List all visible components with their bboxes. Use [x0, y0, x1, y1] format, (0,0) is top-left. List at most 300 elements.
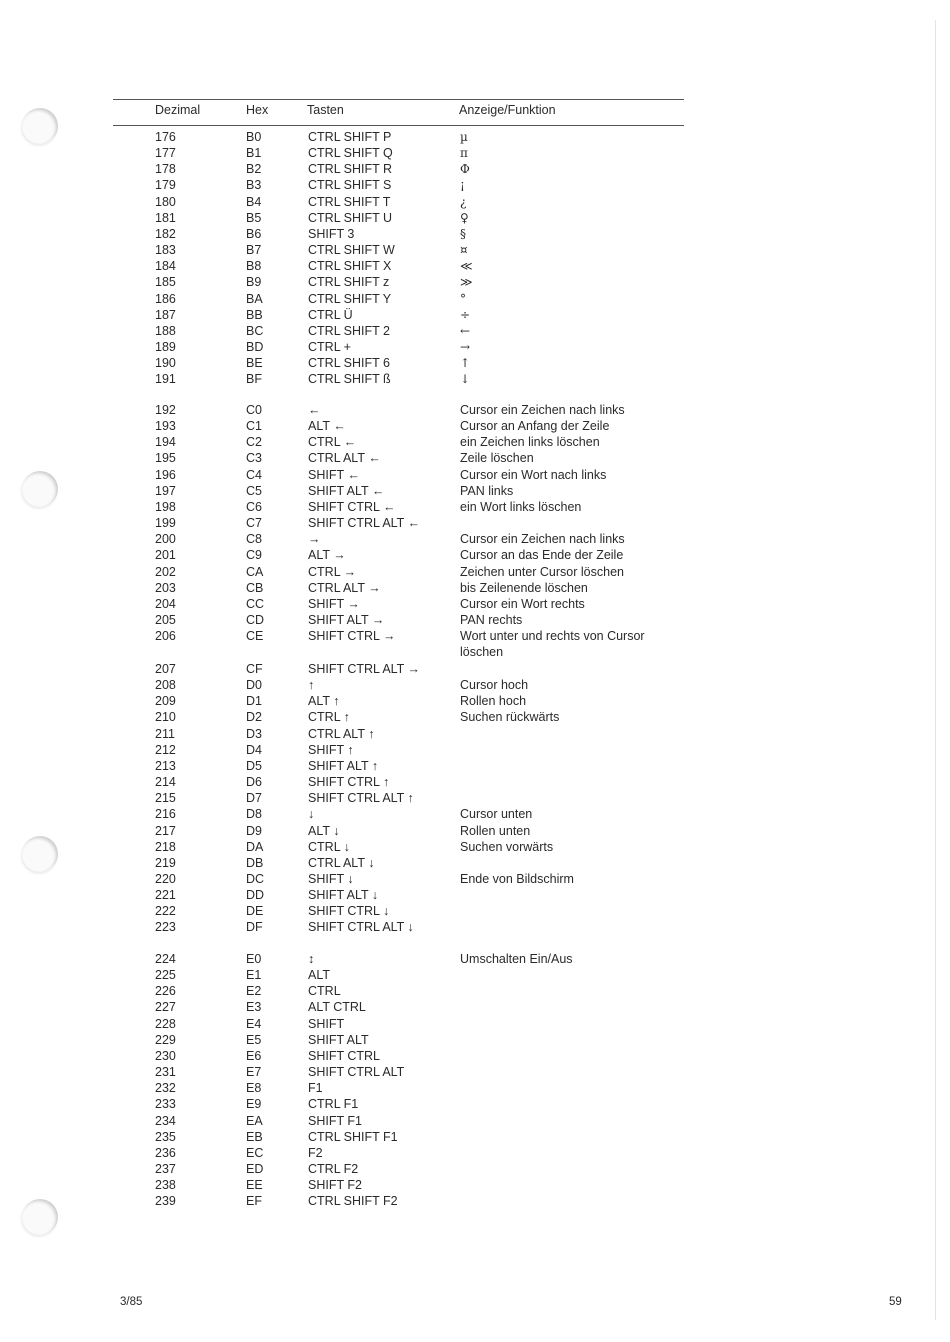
- cell-hex: E4: [246, 1016, 262, 1031]
- cell-tasten: CTRL SHIFT 6: [308, 356, 390, 371]
- cell-tasten: CTRL SHIFT z: [308, 275, 390, 290]
- table-row: [0, 1193, 700, 1209]
- cell-hex: BD: [246, 339, 264, 354]
- cell-tasten: →: [308, 532, 321, 547]
- cell-dezimal: 238: [155, 1178, 176, 1193]
- cell-tasten: SHIFT CTRL ↓: [308, 904, 390, 919]
- cell-hex: DE: [246, 904, 264, 919]
- table-row: [0, 855, 700, 871]
- cell-dezimal: 239: [155, 1194, 176, 1209]
- cell-dezimal: 220: [155, 871, 176, 886]
- cell-dezimal: 207: [155, 662, 176, 676]
- table-row: [0, 161, 700, 177]
- cell-dezimal: 178: [155, 162, 176, 177]
- cell-tasten: CTRL SHIFT 2: [308, 323, 390, 338]
- cell-tasten: CTRL SHIFT ß: [308, 372, 391, 387]
- table-row: [0, 903, 700, 919]
- cell-dezimal: 236: [155, 1145, 176, 1160]
- footer-date: 3/85: [120, 1296, 143, 1308]
- cell-tasten: SHIFT →: [308, 596, 360, 611]
- cell-anzeige: Cursor ein Zeichen nach links: [460, 403, 625, 417]
- cell-tasten: CTRL SHIFT X: [308, 259, 392, 274]
- cell-tasten: ALT ↓: [308, 823, 340, 838]
- table-row: [0, 693, 700, 709]
- table-row: [0, 983, 700, 999]
- cell-tasten: CTRL ALT ↑: [308, 726, 375, 741]
- cell-hex: BA: [246, 291, 263, 306]
- cell-hex: E5: [246, 1032, 262, 1047]
- cell-hex: E0: [246, 952, 262, 966]
- table-row: [0, 806, 700, 822]
- table-row: [0, 709, 700, 725]
- table-row: [0, 823, 700, 839]
- cell-anzeige: Φ: [460, 162, 470, 177]
- cell-dezimal: 230: [155, 1048, 176, 1063]
- cell-tasten: SHIFT CTRL ALT →: [308, 662, 421, 676]
- cell-hex: D2: [246, 710, 262, 725]
- cell-tasten: SHIFT ALT →: [308, 612, 385, 627]
- table-row: [0, 790, 700, 806]
- cell-dezimal: 213: [155, 758, 176, 773]
- cell-dezimal: 206: [155, 629, 176, 644]
- table-row: [0, 887, 700, 903]
- cell-hex: B0: [246, 130, 262, 144]
- table-row: [0, 531, 700, 547]
- cell-hex: BC: [246, 323, 264, 338]
- cell-anzeige: PAN links: [460, 483, 514, 498]
- cell-tasten: ALT: [308, 968, 330, 983]
- cell-dezimal: 217: [155, 823, 176, 838]
- table-row: [0, 547, 700, 563]
- cell-hex: EE: [246, 1178, 263, 1193]
- cell-hex: B3: [246, 178, 262, 193]
- table-row: [0, 177, 700, 193]
- cell-hex: DA: [246, 839, 264, 854]
- cell-dezimal: 202: [155, 564, 176, 579]
- table-row: [0, 580, 700, 596]
- table-row: [0, 742, 700, 758]
- table-row: [0, 726, 700, 742]
- cell-tasten: SHIFT CTRL ↑: [308, 775, 390, 790]
- cell-anzeige: §: [460, 226, 466, 241]
- cell-hex: D4: [246, 742, 262, 757]
- cell-hex: DB: [246, 855, 264, 870]
- cell-anzeige: ≪: [460, 259, 473, 274]
- cell-anzeige: Cursor hoch: [460, 678, 529, 693]
- cell-dezimal: 224: [155, 952, 176, 966]
- cell-dezimal: 181: [155, 210, 176, 225]
- cell-tasten: CTRL SHIFT F1: [308, 1129, 398, 1144]
- table-row: [0, 291, 700, 307]
- table-row: [0, 274, 700, 290]
- cell-tasten: SHIFT ↑: [308, 742, 354, 757]
- cell-dezimal: 180: [155, 194, 176, 209]
- cell-tasten: ↕: [308, 952, 315, 966]
- cell-hex: D0: [246, 678, 262, 693]
- table-row: [0, 596, 700, 612]
- cell-dezimal: 219: [155, 855, 176, 870]
- cell-tasten: SHIFT ALT ↑: [308, 758, 379, 773]
- cell-tasten: CTRL SHIFT W: [308, 243, 395, 258]
- cell-anzeige: ¤: [460, 243, 468, 258]
- cell-anzeige: ÷: [460, 307, 471, 322]
- cell-hex: B8: [246, 259, 262, 274]
- cell-dezimal: 214: [155, 775, 176, 790]
- cell-tasten: CTRL F2: [308, 1161, 359, 1176]
- cell-tasten: CTRL SHIFT U: [308, 210, 393, 225]
- cell-dezimal: 197: [155, 483, 176, 498]
- cell-anzeige: Cursor unten: [460, 807, 533, 822]
- cell-dezimal: 188: [155, 323, 176, 338]
- table-row: [0, 371, 700, 387]
- header-anzeige: Anzeige/Funktion: [459, 103, 556, 117]
- table-row: [0, 450, 700, 466]
- cell-dezimal: 184: [155, 259, 176, 274]
- table-row: [0, 210, 700, 226]
- cell-tasten: SHIFT CTRL →: [308, 629, 396, 644]
- table-row: [0, 515, 700, 531]
- table-row: [0, 1080, 700, 1096]
- cell-hex: C8: [246, 532, 262, 547]
- cell-dezimal: 189: [155, 339, 176, 354]
- cell-dezimal: 229: [155, 1032, 176, 1047]
- cell-anzeige: Rollen unten: [460, 823, 531, 838]
- table-row: [0, 758, 700, 774]
- cell-tasten: CTRL ←: [308, 435, 357, 450]
- cell-hex: D3: [246, 726, 262, 741]
- cell-anzeige: ¡: [460, 178, 465, 193]
- cell-dezimal: 191: [155, 372, 176, 387]
- cell-hex: C9: [246, 548, 262, 563]
- cell-dezimal: 231: [155, 1065, 176, 1080]
- cell-tasten: SHIFT CTRL ALT ←: [308, 516, 421, 531]
- cell-hex: B5: [246, 210, 262, 225]
- cell-dezimal: 221: [155, 888, 176, 903]
- cell-anzeige: ↑: [460, 356, 471, 371]
- cell-tasten: SHIFT 3: [308, 226, 355, 241]
- cell-hex: B9: [246, 275, 262, 290]
- table-row: [0, 402, 700, 418]
- table-row: [0, 1048, 700, 1064]
- table-row: [0, 774, 700, 790]
- cell-dezimal: 199: [155, 516, 176, 531]
- cell-dezimal: 215: [155, 791, 176, 806]
- cell-anzeige: °: [460, 291, 466, 306]
- cell-hex: D7: [246, 791, 262, 806]
- cell-anzeige: ♀: [460, 210, 469, 225]
- cell-hex: E6: [246, 1048, 262, 1063]
- cell-dezimal: 176: [155, 130, 176, 144]
- table-row: [0, 434, 700, 450]
- cell-dezimal: 209: [155, 694, 176, 709]
- cell-dezimal: 223: [155, 920, 176, 935]
- cell-anzeige: ein Wort links löschen: [460, 499, 582, 514]
- table-row: [0, 644, 700, 660]
- cell-hex: BE: [246, 356, 263, 371]
- table-row: [0, 1177, 700, 1193]
- table-row: [0, 1145, 700, 1161]
- cell-anzeige: Cursor an Anfang der Zeile: [460, 419, 610, 434]
- cell-hex: C6: [246, 499, 262, 514]
- cell-dezimal: 227: [155, 1000, 176, 1015]
- header-dezimal: Dezimal: [155, 103, 201, 117]
- cell-hex: EC: [246, 1145, 264, 1160]
- cell-hex: DC: [246, 871, 265, 886]
- cell-dezimal: 233: [155, 1097, 176, 1112]
- table-row: [0, 1161, 700, 1177]
- table-row: [0, 226, 700, 242]
- table-row: [0, 999, 700, 1015]
- cell-dezimal: 205: [155, 612, 176, 627]
- cell-tasten: SHIFT ↓: [308, 871, 354, 886]
- cell-hex: B4: [246, 194, 262, 209]
- cell-hex: B1: [246, 146, 262, 161]
- cell-anzeige: Cursor ein Wort rechts: [460, 596, 585, 611]
- cell-anzeige: Zeichen unter Cursor löschen: [460, 564, 624, 579]
- cell-dezimal: 196: [155, 467, 176, 482]
- cell-tasten: SHIFT F1: [308, 1113, 362, 1128]
- cell-tasten: CTRL →: [308, 564, 357, 579]
- cell-dezimal: 200: [155, 532, 176, 547]
- page-number: 59: [889, 1296, 902, 1308]
- cell-anzeige: ¿: [460, 194, 467, 209]
- cell-anzeige: Zeile löschen: [460, 451, 534, 466]
- table-row: [0, 194, 700, 210]
- table-row: [0, 323, 700, 339]
- cell-tasten: SHIFT ALT: [308, 1032, 369, 1047]
- cell-hex: B7: [246, 243, 262, 258]
- table-row: [0, 1016, 700, 1032]
- cell-hex: C3: [246, 451, 262, 466]
- cell-hex: D8: [246, 807, 262, 822]
- cell-dezimal: 193: [155, 419, 176, 434]
- cell-hex: C2: [246, 435, 262, 450]
- cell-anzeige: Umschalten Ein/Aus: [460, 952, 573, 966]
- cell-tasten: SHIFT CTRL ALT: [308, 1065, 405, 1080]
- table-row: [0, 355, 700, 371]
- cell-dezimal: 194: [155, 435, 176, 450]
- cell-dezimal: 218: [155, 839, 176, 854]
- cell-tasten: CTRL ALT ↓: [308, 855, 375, 870]
- cell-tasten: SHIFT ←: [308, 467, 360, 482]
- cell-dezimal: 228: [155, 1016, 176, 1031]
- cell-dezimal: 208: [155, 678, 176, 693]
- cell-anzeige: µ: [460, 130, 468, 144]
- cell-hex: C7: [246, 516, 262, 531]
- table-row: [0, 951, 700, 967]
- cell-anzeige: Suchen rückwärts: [460, 710, 560, 725]
- cell-tasten: ALT ↑: [308, 694, 340, 709]
- cell-anzeige: Wort unter und rechts von Cursor: [460, 629, 645, 644]
- cell-anzeige: →: [460, 339, 471, 354]
- table-row: [0, 871, 700, 887]
- cell-hex: E1: [246, 968, 262, 983]
- cell-dezimal: 204: [155, 596, 176, 611]
- cell-tasten: ALT →: [308, 548, 346, 563]
- cell-hex: CF: [246, 662, 263, 676]
- cell-hex: CB: [246, 580, 264, 595]
- table-row: [0, 129, 700, 145]
- cell-tasten: CTRL ALT →: [308, 580, 381, 595]
- table-row: [0, 339, 700, 355]
- table-row: [0, 564, 700, 580]
- cell-dezimal: 179: [155, 178, 176, 193]
- cell-tasten: SHIFT: [308, 1016, 345, 1031]
- cell-hex: E8: [246, 1081, 262, 1096]
- table-row: [0, 483, 700, 499]
- table-row: [0, 499, 700, 515]
- cell-tasten: ↑: [308, 678, 315, 693]
- cell-tasten: ↓: [308, 807, 315, 822]
- cell-tasten: CTRL SHIFT F2: [308, 1194, 398, 1209]
- cell-tasten: F2: [308, 1145, 323, 1160]
- cell-dezimal: 190: [155, 356, 176, 371]
- cell-dezimal: 177: [155, 146, 176, 161]
- cell-tasten: CTRL SHIFT Q: [308, 146, 393, 161]
- table-row: [0, 1129, 700, 1145]
- cell-anzeige: Cursor an das Ende der Zeile: [460, 548, 624, 563]
- cell-anzeige: Cursor ein Zeichen nach links: [460, 532, 625, 547]
- cell-tasten: ←: [308, 403, 321, 417]
- cell-tasten: SHIFT ALT ↓: [308, 888, 379, 903]
- table-row: [0, 467, 700, 483]
- cell-tasten: CTRL SHIFT R: [308, 162, 393, 177]
- cell-hex: C4: [246, 467, 262, 482]
- table-row: [0, 307, 700, 323]
- cell-anzeige: ←: [460, 323, 471, 338]
- cell-dezimal: 212: [155, 742, 176, 757]
- cell-tasten: CTRL F1: [308, 1097, 359, 1112]
- cell-tasten: SHIFT CTRL: [308, 1048, 380, 1063]
- table-row: [0, 628, 700, 644]
- cell-anzeige: ↓: [460, 372, 471, 387]
- cell-dezimal: 185: [155, 275, 176, 290]
- cell-anzeige: Cursor ein Wort nach links: [460, 467, 607, 482]
- cell-anzeige: ≫: [460, 275, 473, 290]
- cell-dezimal: 198: [155, 499, 176, 514]
- cell-hex: CA: [246, 564, 264, 579]
- cell-hex: ED: [246, 1161, 264, 1176]
- cell-tasten: CTRL ↓: [308, 839, 350, 854]
- cell-tasten: SHIFT CTRL ←: [308, 499, 396, 514]
- cell-hex: EA: [246, 1113, 263, 1128]
- table-row: [0, 677, 700, 693]
- cell-anzeige: Rollen hoch: [460, 694, 527, 709]
- table-row: [0, 967, 700, 983]
- cell-hex: C5: [246, 483, 262, 498]
- cell-hex: C0: [246, 403, 262, 417]
- cell-tasten: CTRL SHIFT P: [308, 130, 392, 144]
- table-row: [0, 145, 700, 161]
- cell-hex: CD: [246, 612, 265, 627]
- cell-tasten: CTRL ALT ←: [308, 451, 381, 466]
- cell-dezimal: 186: [155, 291, 176, 306]
- cell-anzeige: bis Zeilenende löschen: [460, 580, 588, 595]
- cell-hex: D9: [246, 823, 262, 838]
- cell-dezimal: 203: [155, 580, 176, 595]
- table-row: [0, 418, 700, 434]
- cell-tasten: ALT CTRL: [308, 1000, 366, 1015]
- header-hex: Hex: [246, 103, 269, 117]
- cell-anzeige: PAN rechts: [460, 612, 523, 627]
- table-row: [0, 1096, 700, 1112]
- cell-dezimal: 237: [155, 1161, 176, 1176]
- table-row: [0, 1032, 700, 1048]
- cell-dezimal: 210: [155, 710, 176, 725]
- table-row: [0, 839, 700, 855]
- cell-hex: D1: [246, 694, 262, 709]
- cell-tasten: SHIFT ALT ←: [308, 483, 385, 498]
- table-row: [0, 242, 700, 258]
- cell-hex: C1: [246, 419, 262, 434]
- cell-anzeige: Ende von Bildschirm: [460, 871, 574, 886]
- cell-tasten: SHIFT F2: [308, 1178, 362, 1193]
- cell-anzeige: Suchen vorwärts: [460, 839, 554, 854]
- cell-anzeige: π: [460, 146, 468, 161]
- cell-hex: BB: [246, 307, 263, 322]
- cell-dezimal: 232: [155, 1081, 176, 1096]
- cell-dezimal: 187: [155, 307, 176, 322]
- cell-tasten: CTRL SHIFT Y: [308, 291, 392, 306]
- cell-dezimal: 182: [155, 226, 176, 241]
- cell-hex: D6: [246, 775, 262, 790]
- cell-tasten: SHIFT CTRL ALT ↓: [308, 920, 414, 935]
- table-row: [0, 612, 700, 628]
- cell-hex: E2: [246, 984, 262, 999]
- cell-tasten: CTRL SHIFT T: [308, 194, 391, 209]
- cell-hex: E9: [246, 1097, 262, 1112]
- table-row: [0, 661, 700, 677]
- cell-hex: E7: [246, 1065, 262, 1080]
- cell-tasten: ALT ←: [308, 419, 346, 434]
- cell-dezimal: 211: [155, 726, 175, 741]
- table-row: [0, 919, 700, 935]
- cell-dezimal: 195: [155, 451, 176, 466]
- cell-hex: D5: [246, 758, 262, 773]
- cell-dezimal: 183: [155, 243, 176, 258]
- cell-tasten: CTRL Ü: [308, 307, 353, 322]
- cell-dezimal: 222: [155, 904, 176, 919]
- cell-hex: B6: [246, 226, 262, 241]
- cell-tasten: CTRL SHIFT S: [308, 178, 392, 193]
- cell-tasten: SHIFT CTRL ALT ↑: [308, 791, 414, 806]
- cell-dezimal: 235: [155, 1129, 176, 1144]
- cell-hex: DF: [246, 920, 263, 935]
- cell-dezimal: 226: [155, 984, 176, 999]
- cell-dezimal: 225: [155, 968, 176, 983]
- cell-anzeige: löschen: [460, 645, 504, 660]
- table-row: [0, 1113, 700, 1129]
- cell-tasten: CTRL: [308, 984, 341, 999]
- header-tasten: Tasten: [307, 103, 344, 117]
- cell-hex: B2: [246, 162, 262, 177]
- cell-anzeige: ein Zeichen links löschen: [460, 435, 600, 450]
- cell-hex: BF: [246, 372, 262, 387]
- cell-tasten: F1: [308, 1081, 323, 1096]
- cell-dezimal: 234: [155, 1113, 176, 1128]
- table-row: [0, 1064, 700, 1080]
- cell-dezimal: 192: [155, 403, 176, 417]
- cell-dezimal: 201: [155, 548, 176, 563]
- cell-hex: E3: [246, 1000, 262, 1015]
- table-row: [0, 258, 700, 274]
- cell-dezimal: 216: [155, 807, 176, 822]
- cell-hex: DD: [246, 888, 265, 903]
- cell-tasten: CTRL +: [308, 339, 351, 354]
- cell-hex: EF: [246, 1194, 262, 1209]
- cell-tasten: CTRL ↑: [308, 710, 350, 725]
- cell-hex: CC: [246, 596, 265, 611]
